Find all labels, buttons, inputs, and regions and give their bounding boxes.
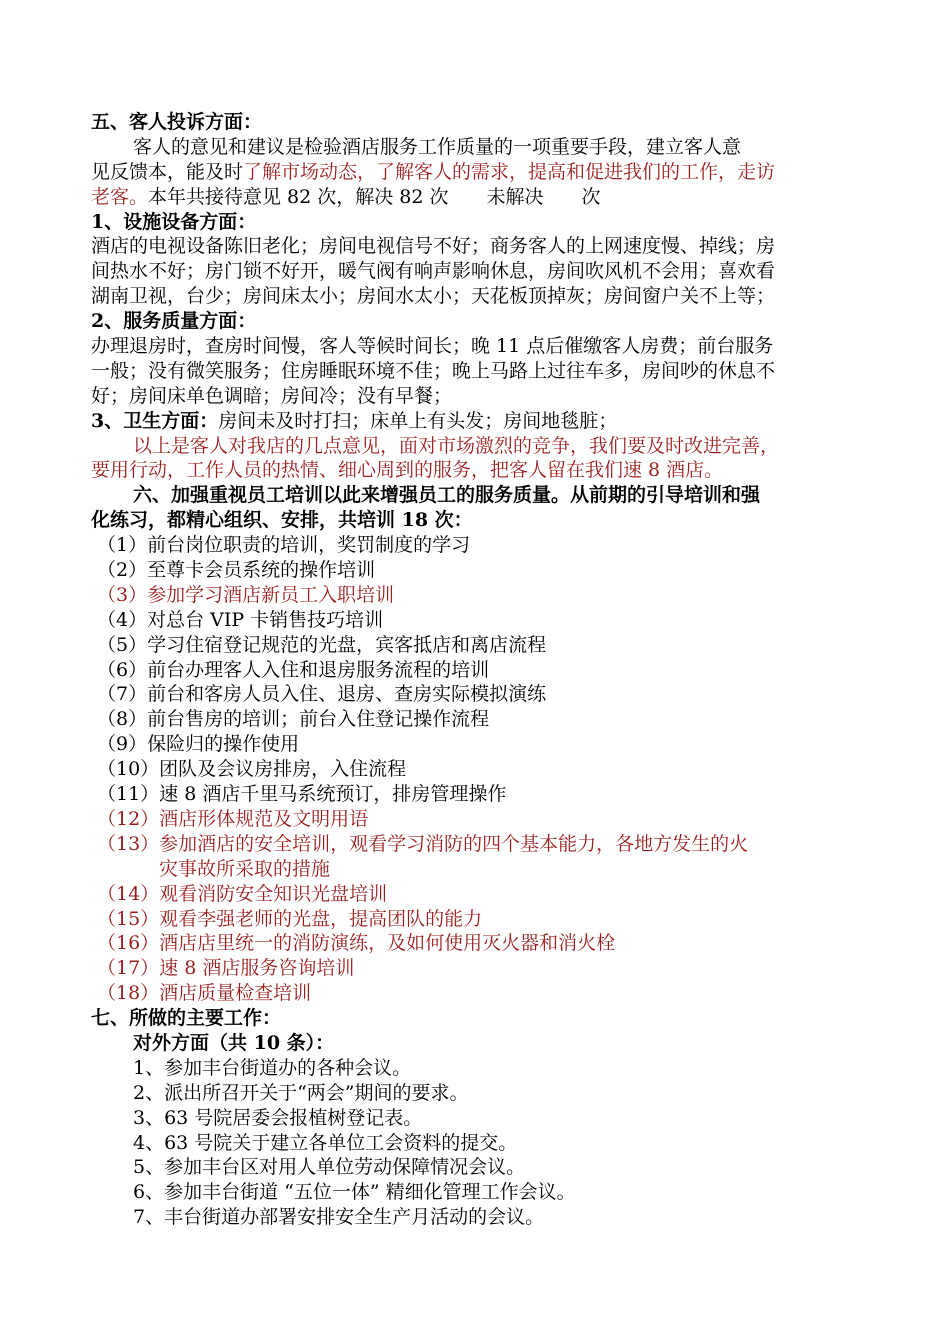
training-item: （16）酒店店里统一的消防演练，及如何使用灭火器和消火栓 [97,932,616,955]
section5-intro-line1: 客人的意见和建议是检验酒店服务工作质量的一项重要手段，建立客人意 [133,135,742,158]
section6-heading-line2: 化练习，都精心组织、安排，共培训 18 次： [91,509,473,532]
work-item: 3、63 号院居委会报植树登记表。 [133,1106,423,1129]
work-item: 7、丰台街道办部署安排安全生产月活动的会议。 [133,1206,545,1229]
sub2-heading: 2、服务质量方面： [91,310,257,333]
sub2-line: 一般；没有微笑服务；住房睡眠环境不佳；晚上马路上过往车多，房间吵的休息不 [91,359,776,382]
training-item: （5）学习住宿登记规范的光盘，宾客抵店和离店流程 [97,633,547,656]
sub2-line: 办理退房时，查房时间慢，客人等候时间长；晚 11 点后催缴客人房费；前台服务 [91,335,774,358]
section5-summary-line1: 以上是客人对我店的几点意见，面对市场激烈的竞争，我们要及时改进完善， [133,434,780,457]
section5-summary-line2: 要用行动，工作人员的热情、细心周到的服务，把客人留在我们速 8 酒店。 [91,459,724,482]
complaint-stats: 本年共接待意见 82 次，解决 82 次 未解决 次 [148,185,601,208]
training-item: （7）前台和客房人员入住、退房、查房实际模拟演练 [97,683,547,706]
intro-red-text: 了解市场动态，了解客人的需求，提高和促进我们的工作，走访 [243,160,776,183]
training-item: （9）保险归的操作使用 [97,733,300,756]
sub2-line: 好；房间床单色调暗；房间冷；没有早餐； [91,384,453,407]
sub3-text: 房间未及时打扫；床单上有头发；房间地毯脏； [218,409,618,432]
training-item: （14）观看消防安全知识光盘培训 [97,882,388,905]
section5-intro-line3 [91,185,871,210]
training-item: （3）参加学习酒店新员工入职培训 [97,583,395,606]
sub3-heading: 3、卫生方面： [91,409,219,432]
work-item: 1、参加丰台街道办的各种会议。 [133,1056,412,1079]
training-item: （6）前台办理客人入住和退房服务流程的培训 [97,658,490,681]
sub1-heading: 1、设施设备方面： [91,210,257,233]
document-page [91,110,871,1230]
section7-subheading: 对外方面（共 10 条）： [133,1031,335,1054]
work-item: 4、63 号院关于建立各单位工会资料的提交。 [133,1131,518,1154]
work-item: 2、派出所召开关于“两会”期间的要求。 [133,1081,469,1104]
training-item: （4）对总台 VIP 卡销售技巧培训 [97,608,384,631]
work-item: 6、参加丰台街道 “五位一体” 精细化管理工作会议。 [133,1181,576,1204]
training-item: （17）速 8 酒店服务咨询培训 [97,957,355,980]
training-item: （18）酒店质量检查培训 [97,982,312,1005]
intro-red-text-2: 老客。 [91,185,149,208]
intro-black-text: 见反馈本，能及时 [91,160,244,183]
section5-intro-line2 [91,160,871,185]
training-item: （10）团队及会议房排房，入住流程 [97,758,407,781]
section6-heading-line1: 六、加强重视员工培训以此来增强员工的服务质量。从前期的引导培训和强 [133,484,761,507]
training-item: （2）至尊卡会员系统的操作培训 [97,559,376,582]
training-item: （13）参加酒店的安全培训，观看学习消防的四个基本能力，各地方发生的火 [97,832,749,855]
training-item: （8）前台售房的培训；前台入住登记操作流程 [97,708,490,731]
sub3-line [91,409,871,434]
training-item-continuation: 灾事故所采取的措施 [159,857,331,880]
training-item: （1）前台岗位职责的培训，奖罚制度的学习 [97,534,471,557]
sub1-line: 酒店的电视设备陈旧老化；房间电视信号不好；商务客人的上网速度慢、掉线；房 [91,235,776,258]
training-item: （15）观看李强老师的光盘，提高团队的能力 [97,907,483,930]
section7-heading: 七、所做的主要工作： [91,1007,282,1030]
sub1-line: 间热水不好；房门锁不好开，暖气阀有响声影响休息，房间吹风机不会用；喜欢看 [91,260,776,283]
section5-heading: 五、客人投诉方面： [91,111,263,133]
training-item: （12）酒店形体规范及文明用语 [97,807,369,830]
sub1-line: 湖南卫视，台少；房间床太小；房间水太小；天花板顶掉灰；房间窗户关不上等； [91,285,776,308]
training-item: （11）速 8 酒店千里马系统预订，排房管理操作 [97,783,507,806]
work-item: 5、参加丰台区对用人单位劳动保障情况会议。 [133,1156,526,1179]
